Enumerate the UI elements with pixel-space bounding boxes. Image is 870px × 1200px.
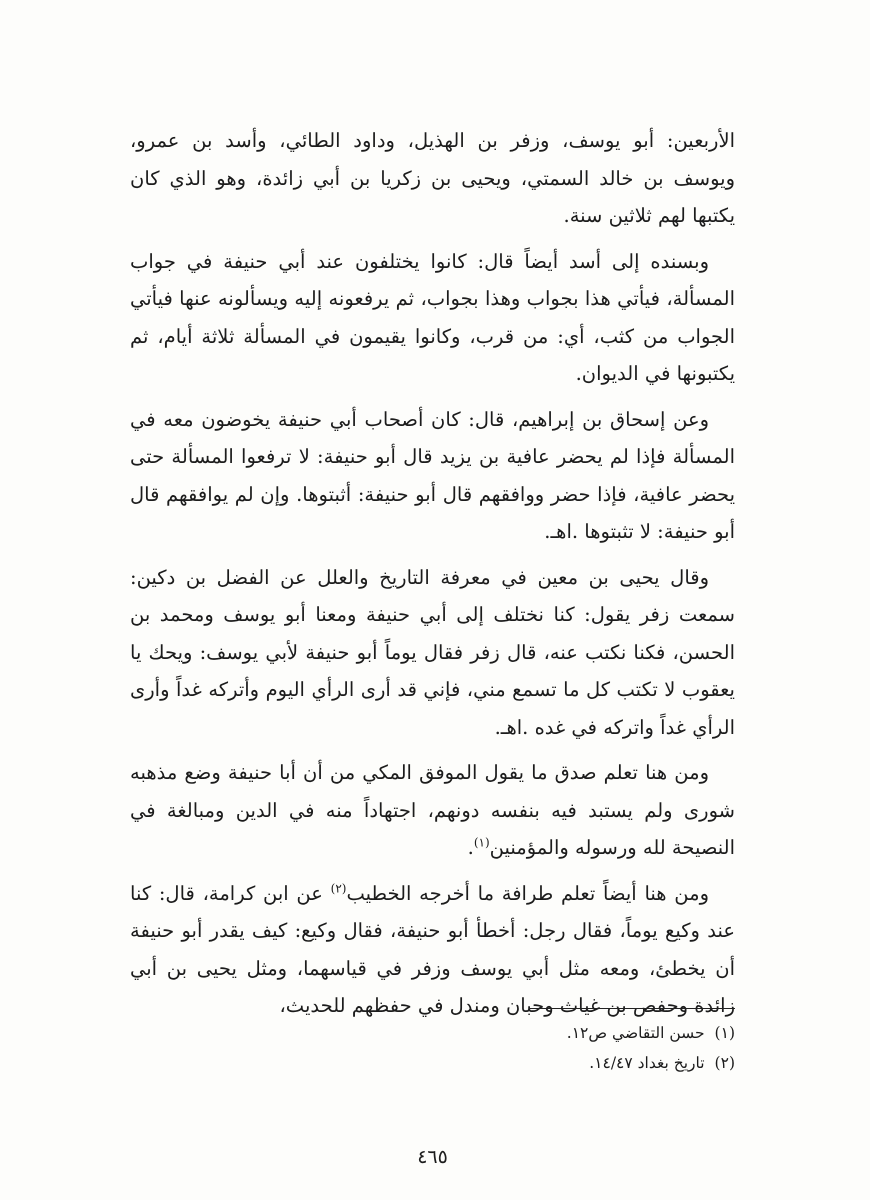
paragraph-2-text: وبسنده إلى أسد أيضاً قال: كانوا يختلفون عند أبي حنيفة في جواب المسألة، فيأتي هذا بجواب وهذا بجواب، ثم يرفعونه إليه ويسألونه عنها فيأتي الجواب من كثب، أي: من قرب، وكانوا يقيمون في المسألة ثلاثة أيام، ثم يكتبونها في الديوان.	[130, 249, 735, 385]
paragraph-4-text: وقال يحيى بن معين في معرفة التاريخ والعلل عن الفضل بن دكين: سمعت زفر يقول: كنا نختلف إلى أبي حنيفة ومعنا أبو يوسف ومحمد بن الحسن، فكنا نكتب عنه، قال زفر فقال يوماً أبو حنيفة لأبي يوسف: ويحك يا يعقوب لا تكتب كل ما تسمع مني، فإني قد أرى الرأي اليوم وأتركه غداً وأرى الرأي غداً واتركه في غده .اهـ.	[130, 565, 735, 739]
footnote-reference-1[interactable]: (١)	[473, 835, 490, 850]
paragraph-6-tail: عن ابن كرامة، قال: كنا عند وكيع يوماً، فقال رجل: أخطأ أبو حنيفة، فقال وكيع: كيف يقدر أبو حنيفة أن يخطئ، ومعه مثل أبي يوسف وزفر في قياسهما، ومثل يحيى بن أبي زائدة وحفص بن غياث وحبان ومندل في حفظهم للحديث،	[130, 881, 735, 1017]
paragraph-5-tail: .	[467, 836, 474, 859]
footnote-reference-2[interactable]: (٢)	[330, 881, 347, 895]
footnote-1-number: (١)	[714, 1024, 735, 1042]
paragraph-4	[130, 559, 735, 747]
paragraph-6-text: ومن هنا أيضاً تعلم طرافة ما أخرجه الخطيب	[346, 881, 709, 905]
paragraph-5-text: ومن هنا تعلم صدق ما يقول الموفق المكي من أن أبا حنيفة وضع مذهبه شورى ولم يستبد فيه بنفسه دونهم، اجتهاداً منه في الدين ومبالغة في النصيحة لله ورسوله والمؤمنين	[130, 761, 735, 859]
footnote-2-number: (٢)	[714, 1054, 735, 1072]
paragraph-5	[130, 754, 735, 867]
paragraph-1-text: الأربعين: أبو يوسف، وزفر بن الهذيل، وداود الطائي، وأسد بن عمرو، ويوسف بن خالد السمتي، ويحيى بن زكريا بن أبي زائدة، وهو الذي كان يكتبها لهم ثلاثين سنة.	[130, 129, 735, 227]
footnotes	[130, 1018, 735, 1078]
footnote-1	[130, 1018, 735, 1048]
paragraph-2	[130, 243, 735, 393]
paragraph-3	[130, 401, 735, 551]
footnote-2	[130, 1048, 735, 1078]
page-number: ٤٦٥	[417, 1146, 448, 1168]
paragraph-3-text: وعن إسحاق بن إبراهيم، قال: كان أصحاب أبي حنيفة يخوضون معه في المسألة فإذا لم يحضر عافية بن يزيد قال أبو حنيفة: لا ترفعوا المسألة حتى يحضر عافية، فإذا حضر ووافقهم قال أبو حنيفة: أثبتوها. وإن لم يوافقهم قال أبو حنيفة: لا تثبتوها .اهـ.	[130, 407, 735, 543]
paragraph-6	[130, 875, 735, 1025]
book-page	[130, 122, 735, 1182]
footnote-2-text: تاريخ بغداد ١٤/٤٧.	[589, 1054, 705, 1072]
footnote-1-text: حسن التقاضي ص١٢.	[566, 1024, 705, 1042]
footnote-divider	[530, 1008, 735, 1009]
paragraph-1	[130, 122, 735, 235]
